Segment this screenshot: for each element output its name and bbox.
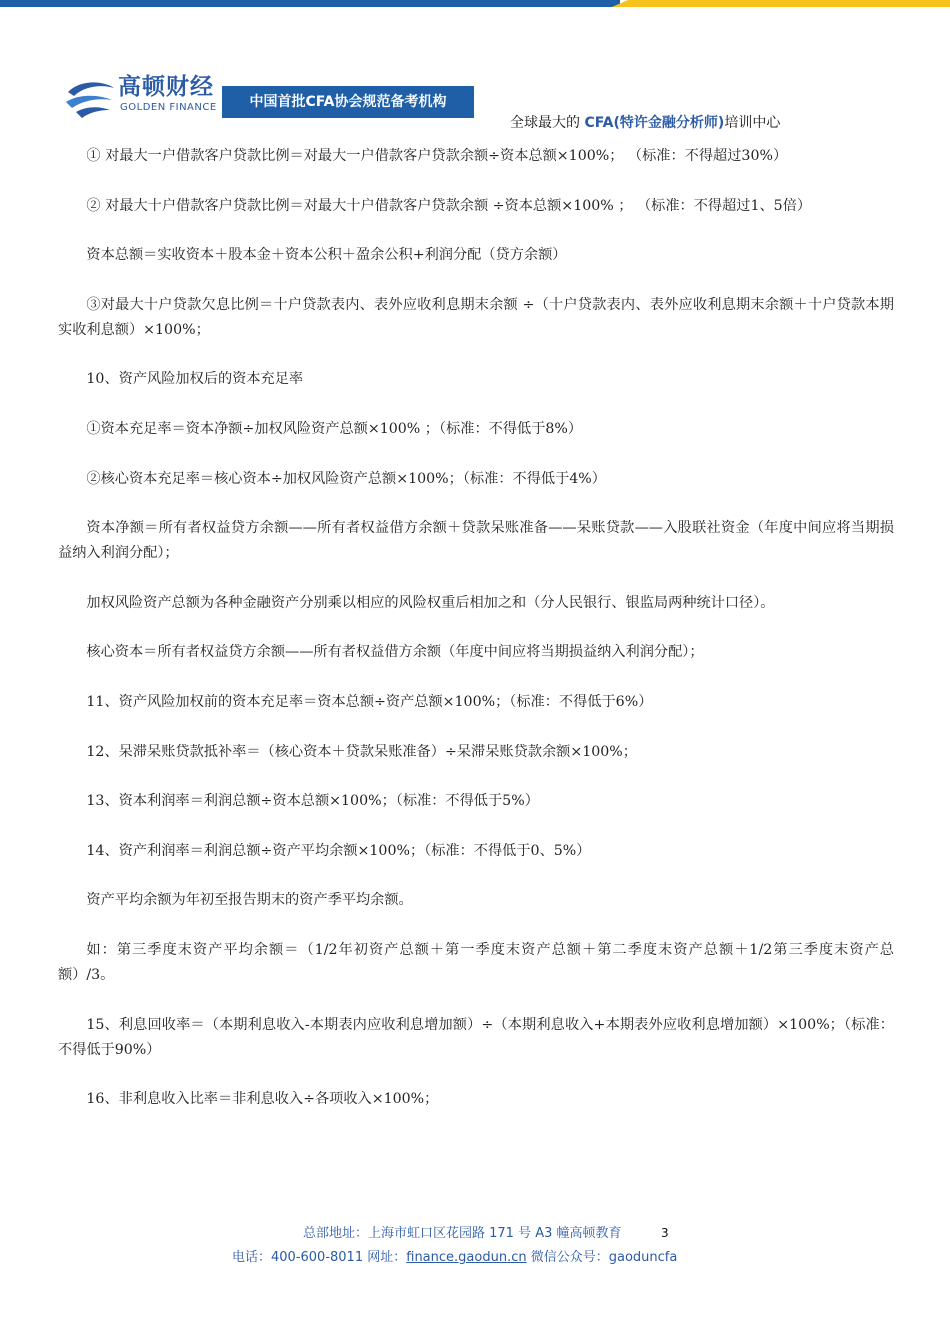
paragraph: 资产平均余额为年初至报告期末的资产季平均余额。 (86, 892, 413, 909)
top-yellow-bar (612, 0, 950, 7)
paragraph: 14、资产利润率＝利润总额÷资产平均余额×100%；（标准：不得低于0、5%） (86, 842, 591, 859)
tagline-suffix: 培训中心 (724, 115, 781, 131)
golden-finance-logo (62, 68, 222, 124)
paragraph: 加权风险资产总额为各种金融资产分别乘以相应的风险权重后相加之和（分人民银行、银监局两种统计口径）。 (86, 594, 775, 611)
paragraph: 资本总额＝实收资本＋股本金＋资本公积＋盈余公积+利润分配（贷方余额） (86, 247, 567, 264)
logo-english-name: GOLDEN FINANCE (120, 102, 217, 113)
paragraph: 13、资本利润率＝利润总额÷资本总额×100%；（标准：不得低于5%） (86, 793, 539, 810)
paragraph: 10、资产风险加权后的资本充足率 (86, 371, 304, 388)
paragraph: ③对最大十户贷款欠息比例＝十户贷款表内、表外应收利息期末余额 ÷（十户贷款表内、表外应收利息期末余额＋十户贷款本期实收利息额）×100%； (58, 296, 894, 338)
footer-contact (232, 1246, 677, 1265)
tagline-highlight: CFA(特许金融分析师) (584, 115, 725, 131)
document-body (58, 144, 894, 1137)
paragraph: 15、利息回收率＝（本期利息收入-本期表内应收利息增加额）÷（本期利息收入+本期表外应收利息增加额）×100%；（标准：不得低于90%） (58, 1016, 894, 1058)
header-banner: 中国首批CFA协会规范备考机构 (222, 86, 474, 118)
logo-swirl-icon (62, 74, 118, 122)
paragraph: ①资本充足率＝资本净额÷加权风险资产总额×100% ；（标准：不得低于8%） (86, 420, 583, 437)
paragraph: 11、资产风险加权前的资本充足率＝资本总额÷资产总额×100%；（标准：不得低于6%） (86, 693, 653, 710)
logo-chinese-name: 高顿财经 (118, 74, 214, 100)
page-number: 3 (661, 1226, 669, 1240)
paragraph: 16、非利息收入比率＝非利息收入÷各项收入×100%； (86, 1091, 439, 1108)
top-blue-bar (0, 0, 620, 7)
paragraph: ②核心资本充足率＝核心资本÷加权风险资产总额×100%；（标准：不得低于4%） (86, 470, 606, 487)
header-tagline (510, 112, 780, 132)
paragraph: ② 对最大十户借款客户贷款比例＝对最大十户借款客户贷款余额 ÷资本总额×100% ； （标准：不得超过1、5倍） (86, 197, 812, 214)
footer-address: 总部地址：上海市虹口区花园路 171 号 A3 幢高顿教育 (303, 1226, 622, 1241)
paragraph: ① 对最大一户借款客户贷款比例＝对最大一户借款客户贷款余额÷资本总额×100%； （标准：不得超过30%） (86, 148, 788, 164)
paragraph: 核心资本＝所有者权益贷方余额——所有者权益借方余额（年度中间应将当期损益纳入利润分配）； (86, 644, 704, 661)
footer-phone: 电话：400-600-8011 (232, 1250, 368, 1265)
footer-website-link[interactable]: finance.gaodun.cn (406, 1250, 527, 1265)
paragraph: 12、呆滞呆账贷款抵补率＝（核心资本＋贷款呆账准备）÷呆滞呆账贷款余额×100%； (86, 743, 637, 760)
footer-website-label: 网址： (367, 1250, 407, 1265)
tagline-prefix: 全球最大的 (510, 115, 585, 131)
paragraph: 如：第三季度末资产平均余额＝（1/2年初资产总额＋第一季度末资产总额＋第二季度末资产总额＋1/2第三季度末资产总额）/3。 (58, 941, 894, 983)
paragraph: 资本净额＝所有者权益贷方余额——所有者权益借方余额＋贷款呆账准备——呆账贷款——入股联社资金（年度中间应将当期损益纳入利润分配）； (58, 520, 894, 562)
footer-wechat: 微信公众号：gaoduncfa (526, 1250, 678, 1265)
